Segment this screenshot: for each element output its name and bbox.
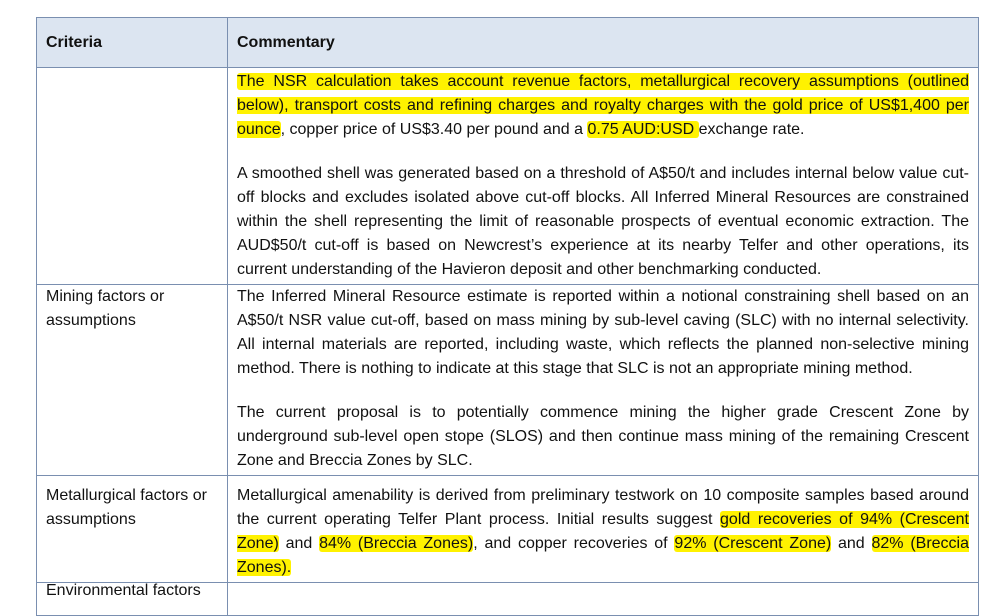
- commentary-cell: [228, 476, 979, 583]
- text-run: , copper price of US$3.40 per pound and a: [280, 121, 588, 138]
- criteria-label: Environmental factors: [46, 582, 201, 599]
- commentary-cell: [228, 68, 979, 285]
- text-run: Metallurgical amenability is derived from preliminary testwork on 10 composite samples based around the current operating Telfer Plant process. Initial results suggest: [237, 487, 969, 528]
- table-row: [37, 68, 979, 285]
- header-row: [37, 18, 979, 68]
- criteria-cell: Metallurgical factors or assumptions: [37, 476, 228, 583]
- shell-paragraph: A smoothed shell was generated based on a threshold of A$50/t and includes internal below value cut-off blocks and excludes isolated above cut-off blocks. All Inferred Mineral Resources are constrained within the shell representing the limit of reasonable prospects of eventual economic extraction. The AUD$50/t cut-off is based on Newcrest’s experience at its nearby Telfer and other operations, its current understanding of the Havieron deposit and other benchmarking conducted.: [237, 165, 969, 278]
- highlight: 82% (Breccia Zones).: [237, 535, 970, 576]
- highlight: The NSR calculation takes account revenue factors, metallurgical recovery assumptions (outlined below), transport costs and refining charges and royalty charges with the gold price of US$1,400 per ounce: [237, 73, 969, 138]
- nsr-paragraph: [237, 70, 969, 142]
- metallurgy-paragraph: [237, 484, 969, 580]
- criteria-cell: Mining factors or assumptions: [37, 285, 228, 476]
- proposal-paragraph: The current proposal is to potentially commence mining the higher grade Crescent Zone by underground sub-level open stope (SLOS) and then continue mass mining of the remaining Crescent Zone and Breccia Zones by SLC.: [237, 404, 969, 469]
- text-run: and: [831, 535, 872, 552]
- commentary-header: Commentary: [228, 18, 979, 68]
- highlight: 0.75 AUD:USD: [587, 121, 699, 138]
- criteria-header: Criteria: [37, 18, 228, 68]
- criteria-cell: [37, 583, 228, 616]
- criteria-table: [36, 17, 979, 616]
- highlight: gold recoveries of 94% (Crescent Zone): [237, 511, 969, 552]
- highlight: 84% (Breccia Zones): [319, 535, 474, 552]
- text-run: exchange rate.: [698, 121, 805, 138]
- criteria-cell: [37, 68, 228, 285]
- table-row: [37, 583, 979, 616]
- table-row: [37, 476, 979, 583]
- highlight: 92% (Crescent Zone): [674, 535, 832, 552]
- commentary-cell: [228, 285, 979, 476]
- table-row: [37, 285, 979, 476]
- text-run: and: [278, 535, 320, 552]
- mining-paragraph: The Inferred Mineral Resource estimate is reported within a notional constraining shell based on an A$50/t NSR value cut-off, based on mass mining by sub-level caving (SLC) with no internal selectivity. All internal materials are reported, including waste, which reflects the planned non-selective mining method. There is nothing to indicate at this stage that SLC is not an appropriate mining method.: [237, 288, 969, 377]
- text-run: , and copper recoveries of: [473, 535, 675, 552]
- commentary-cell: [228, 583, 979, 616]
